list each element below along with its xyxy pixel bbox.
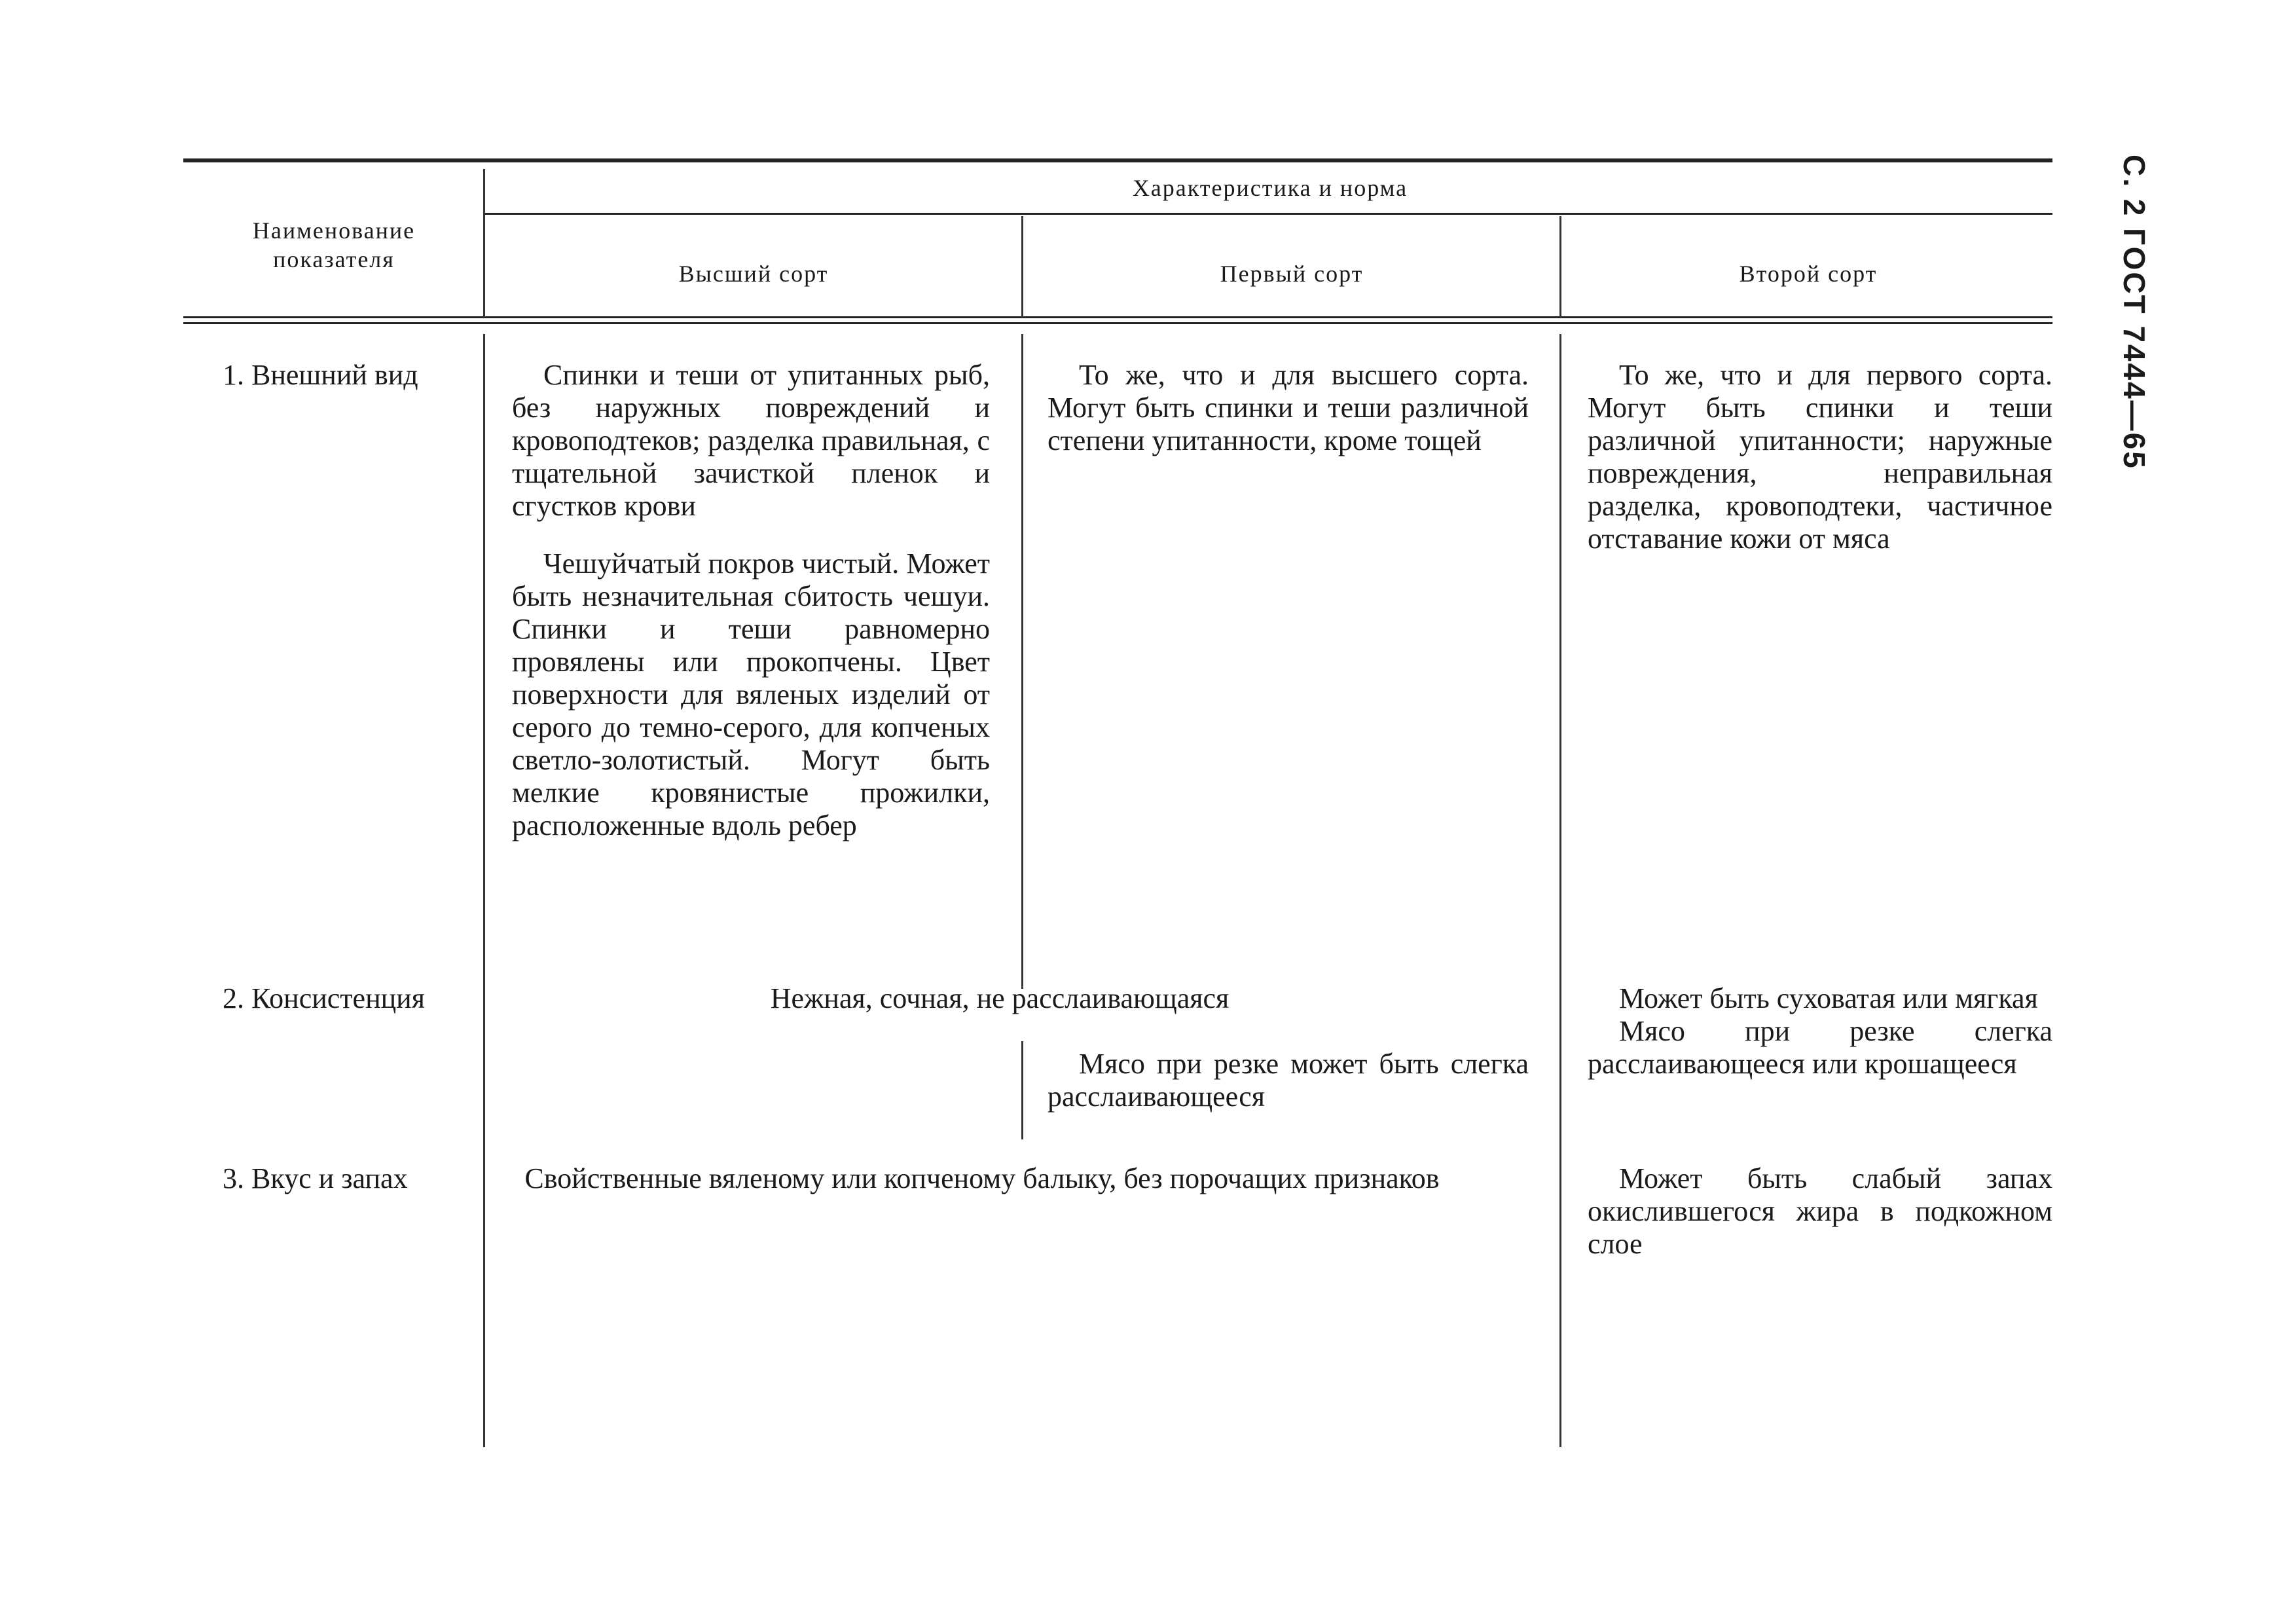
header-grade-second: Второй сорт	[1739, 261, 1878, 287]
column-rule-indicator	[483, 169, 485, 318]
column-rule-indicator-body	[483, 334, 485, 1447]
consistency-second-grade-extra-text: Мясо при резке слегка расслаивающееся или крошащееся	[1588, 1015, 2052, 1080]
appearance-first-grade	[1048, 359, 1529, 457]
consistency-top-first-grade: Нежная, сочная, не расслаивающаяся	[770, 982, 1230, 1014]
table-top-rule	[183, 158, 2052, 162]
column-rule-first-grade	[1559, 216, 1561, 318]
consistency-first-grade-extra	[1048, 1048, 1529, 1113]
header-grade-top: Высший сорт	[678, 261, 829, 287]
consistency-second-grade-text: Может быть суховатая или мягкая	[1619, 982, 2038, 1014]
appearance-second-grade	[1588, 359, 2052, 555]
taste-smell-second-grade-text: Может быть слабый запах окислившегося жира в подкожном слое	[1588, 1162, 2052, 1260]
row-label-taste-smell: 3. Вкус и запах	[223, 1162, 408, 1194]
consistency-second-grade	[1588, 982, 2052, 1080]
taste-smell-second-grade	[1588, 1162, 2052, 1261]
page-marker: С. 2 ГОСТ 7444—65	[2117, 155, 2151, 470]
appearance-second-grade-text: То же, что и для первого сорта. Могут быть спинки и теши различной упитанности; наружные повреждения, неправильная разделка, кровоподтеки, частичное отставание кожи от мяса	[1588, 359, 2052, 555]
row-label-appearance: 1. Внешний вид	[223, 359, 418, 391]
header-divider-rule	[484, 213, 2052, 215]
appearance-top-grade-text-2: Чешуйчатый покров чистый. Может быть незначительная сбитость чешуи. Спинки и теши равномерно провялены или прокопчены. Цвет поверхности для вяленых изделий от серого до темно-серого, для копченых светло-золотистый. Могут быть мелкие кровянистые прожилки, расположенные вдоль ребер	[512, 547, 990, 841]
header-indicator: Наименование показателя	[252, 217, 416, 272]
appearance-top-grade	[512, 359, 990, 842]
appearance-first-grade-text: То же, что и для высшего сорта. Могут быть спинки и теши различной степени упитанности, кроме тощей	[1048, 359, 1529, 456]
header-bottom-rule-2	[183, 322, 2052, 324]
header-bottom-rule-1	[183, 316, 2052, 318]
column-rule-top-grade-body-2	[1021, 1041, 1023, 1139]
appearance-top-grade-text-1: Спинки и теши от упитанных рыб, без наружных повреждений и кровоподтеков; разделка правильная, с тщательной зачисткой пленок и сгустков крови	[512, 359, 990, 522]
column-rule-top-grade	[1021, 216, 1023, 318]
row-label-consistency: 2. Консистенция	[223, 982, 425, 1014]
taste-smell-top-first-grade: Свойственные вяленому или копченому балыку, без порочащих признаков	[524, 1162, 1440, 1194]
column-rule-top-grade-body	[1021, 334, 1023, 989]
column-rule-first-grade-body	[1559, 334, 1561, 1447]
consistency-first-grade-extra-text: Мясо при резке может быть слегка расслаивающееся	[1048, 1048, 1529, 1113]
header-characteristic: Характеристика и норма	[1132, 175, 1408, 201]
header-grade-first: Первый сорт	[1220, 261, 1364, 287]
